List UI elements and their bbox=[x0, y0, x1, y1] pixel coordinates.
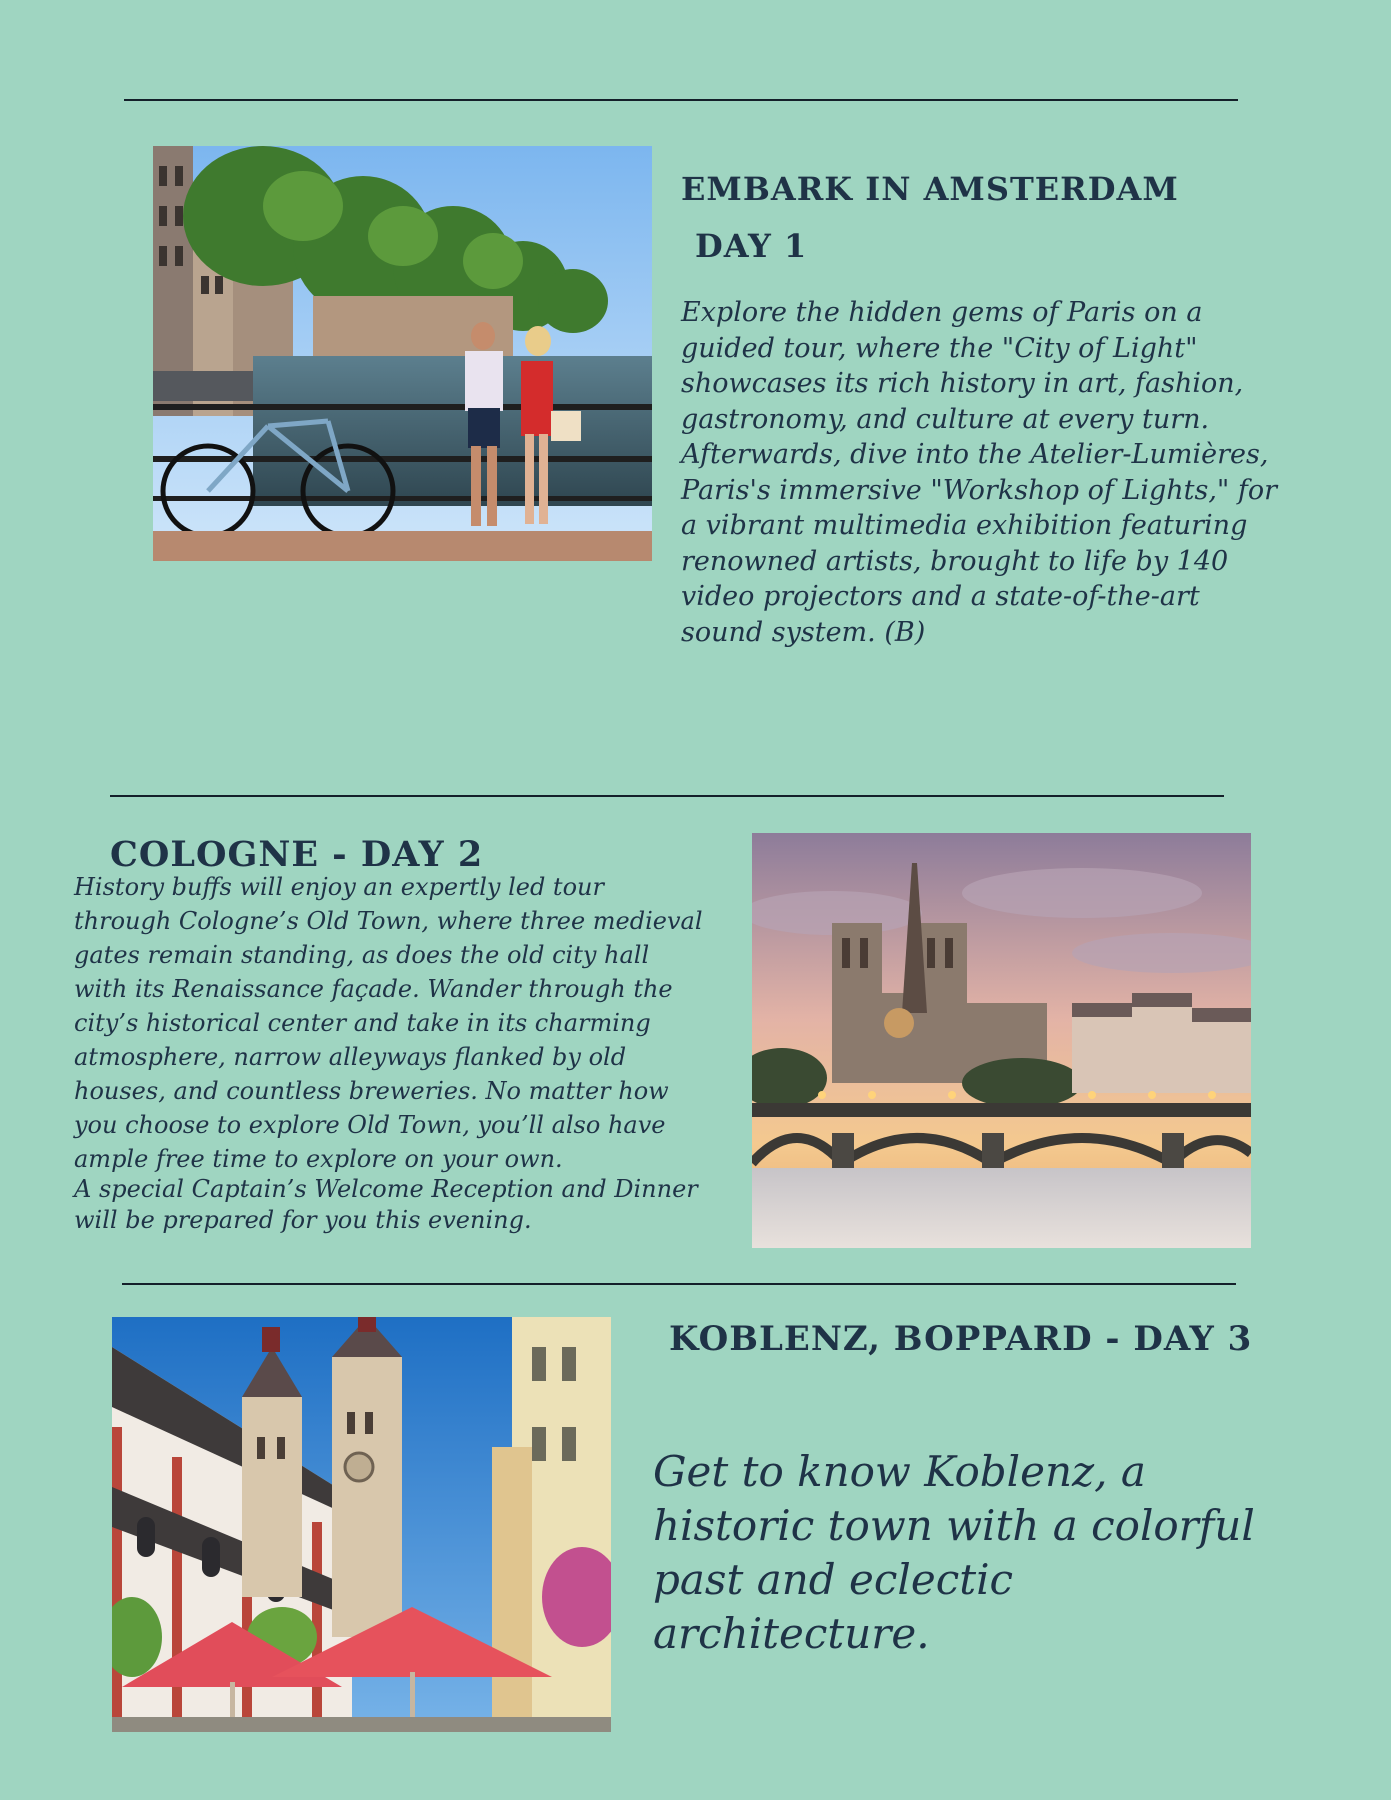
section-1-title: EMBARK IN AMSTERDAM bbox=[681, 170, 1179, 208]
top-divider bbox=[124, 99, 1238, 101]
section-1-description: Explore the hidden gems of Paris on a guided tour, where the "City of Light" showcases its rich history in art, fashion, gastronomy, and culture at every turn. Afterwards, dive into the Atelier-Lumières, Paris's immersive "Workshop of Lights," for a vibrant multimedia exhibition featuring renowned artists, brought to life by 140 video projectors and a state-of-the-art sound system. (B) bbox=[681, 297, 1278, 648]
section-2-paragraph-1: History buffs will enjoy an expertly led tour through Cologne’s Old Town, where three medieval gates remain standing, as does the old city hall with its Renaissance façade. Wander through the city’s historical center and take in its charming atmosphere, narrow alleyways flanked by old houses, and countless breweries. No matter how you choose to explore Old Town, you’ll also have ample free time to explore on your own. bbox=[74, 873, 703, 1173]
lower-divider bbox=[122, 1283, 1236, 1285]
section-2-description bbox=[74, 870, 704, 1236]
section-1-subtitle: DAY 1 bbox=[695, 227, 808, 265]
section-2-title: COLOGNE - DAY 2 bbox=[110, 834, 484, 875]
middle-divider bbox=[110, 795, 1224, 797]
cathedral-photo bbox=[752, 833, 1251, 1248]
section-3-description: Get to know Koblenz, a historic town with a colorful past and eclectic architecture. bbox=[653, 1447, 1255, 1658]
section-2-paragraph-2: A special Captain’s Welcome Reception and Dinner will be prepared for you this evening. bbox=[74, 1175, 698, 1234]
section-3-title: KOBLENZ, BOPPARD - DAY 3 bbox=[669, 1319, 1253, 1359]
koblenz-photo bbox=[112, 1317, 611, 1732]
amsterdam-photo bbox=[153, 146, 652, 561]
